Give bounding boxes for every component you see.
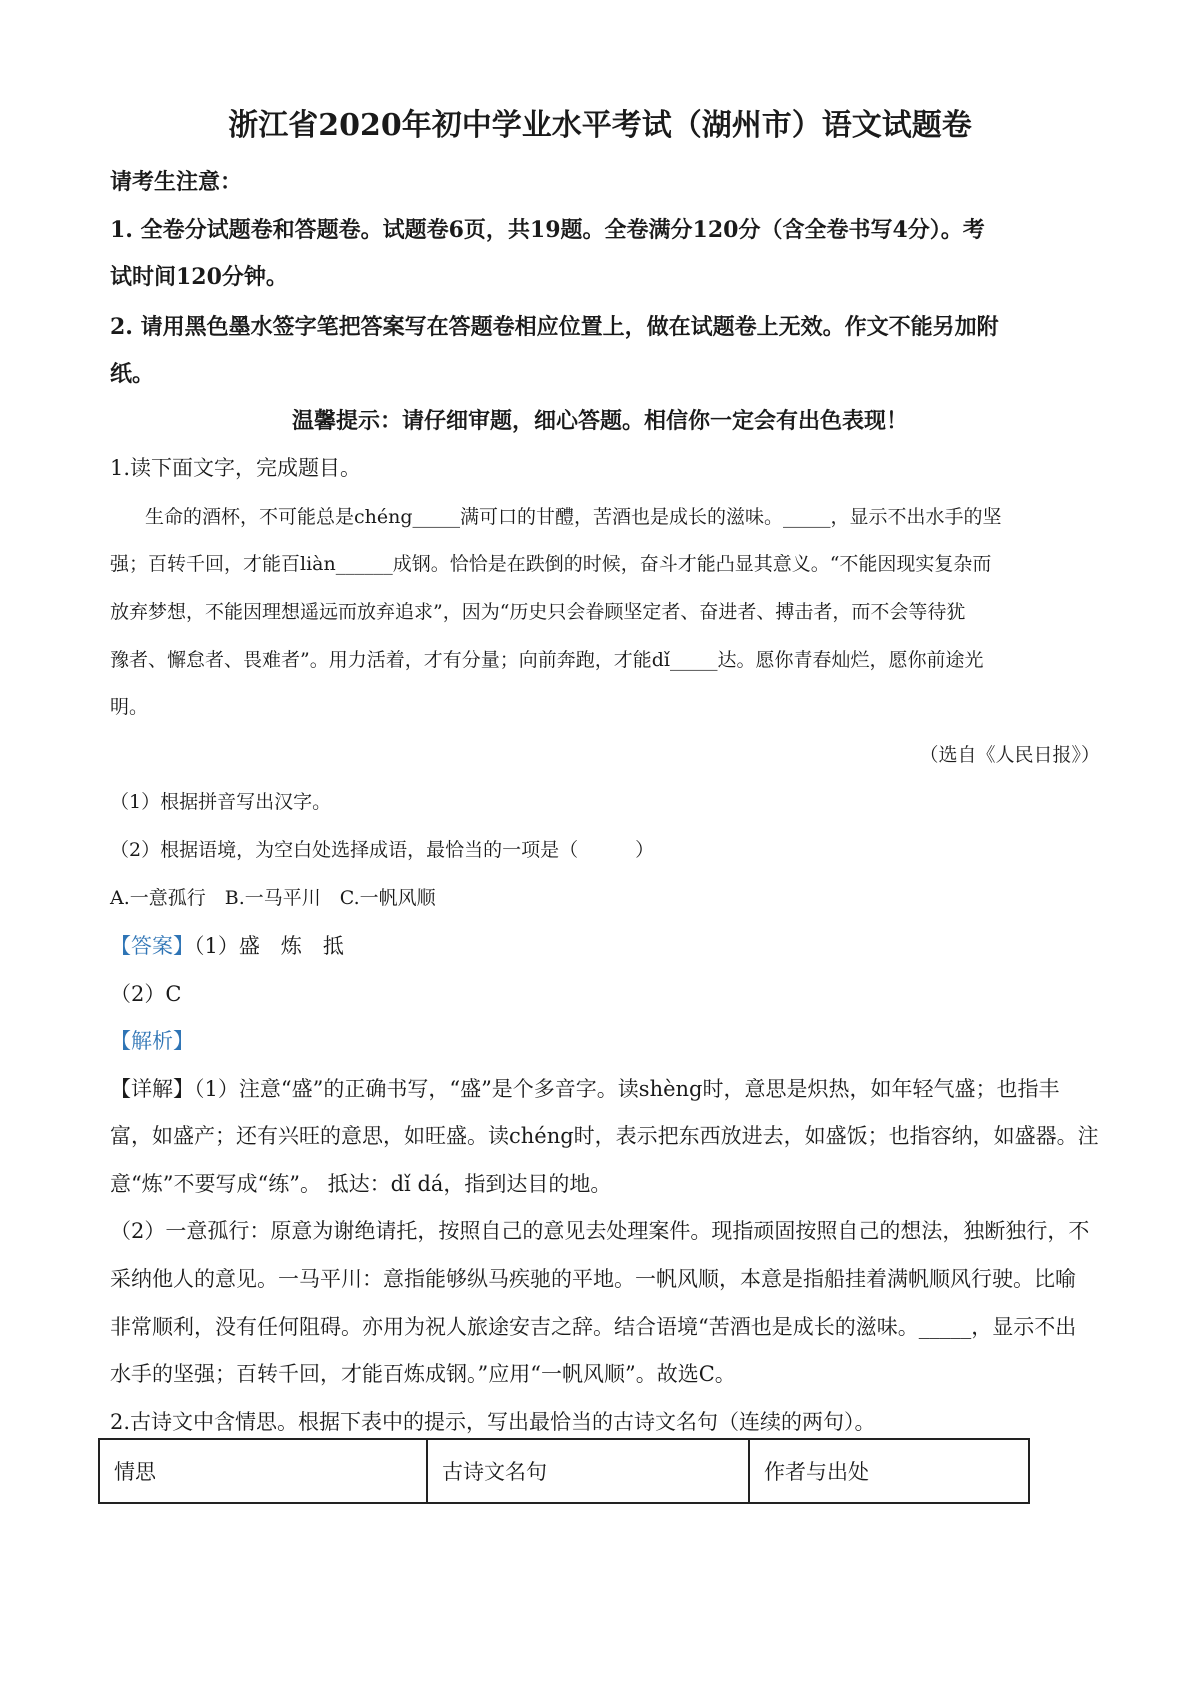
detail-line: 意“炼”不要写成“练”。 抵达：dǐ dá，指到达目的地。 [110, 1172, 612, 1196]
detail-line: 富，如盛产；还有兴旺的意思，如旺盛。读chéng时，表示把东西放进去，如盛饭；也指容纳，如盛器。注 [110, 1124, 1099, 1148]
notice-item-1: 1. 全卷分试题卷和答题卷。试题卷6页，共19题。全卷满分120分（含全卷书写4分）。考 [110, 217, 985, 243]
sub-question-1: （1）根据拼音写出汉字。 [110, 791, 332, 813]
question-1-stem: 1.读下面文字，完成题目。 [110, 456, 362, 480]
detail-line: （2）一意孤行：原意为谢绝请托，按照自己的意见去处理案件。现指顽固按照自己的想法，独断独行，不 [110, 1219, 1090, 1243]
detail-line: 【详解】（1）注意“盛”的正确书写，“盛”是个多音字。读shèng时，意思是炽热，如年轻气盛；也指丰 [110, 1077, 1060, 1101]
passage-line: 明。 [110, 696, 149, 718]
passage-line: 放弃梦想，不能因理想遥远而放弃追求”，因为“历史只会眷顾坚定者、奋进者、搏击者，而不会等待犹 [110, 601, 966, 623]
passage-line: 豫者、懈怠者、畏难者”。用力活着，才有分量；向前奔跑，才能dǐ_____达。愿你青春灿烂，愿你前途光 [110, 649, 984, 671]
passage-source: （选自《人民日报》） [919, 744, 1100, 766]
passage-line: 强；百转千回，才能百liàn______成钢。恰恰是在跌倒的时候，奋斗才能凸显其意义。“不能因现实复杂而 [110, 553, 992, 575]
question-2-stem: 2.古诗文中含情思。根据下表中的提示，写出最恰当的古诗文名句（连续的两句）。 [110, 1410, 876, 1434]
answer-line-2: （2）C [110, 982, 182, 1006]
detail-line: 水手的坚强；百转千回，才能百炼成钢。”应用“一帆风顺”。故选C。 [110, 1362, 736, 1386]
detail-line: 采纳他人的意见。一马平川：意指能够纵马疾驰的平地。一帆风顺，本意是指船挂着满帆顺风行驶。比喻 [110, 1267, 1076, 1291]
analysis-label: 【解析】 [110, 1029, 194, 1053]
poem-table [98, 1438, 1030, 1504]
notice-item-2-cont: 纸。 [110, 361, 155, 387]
exam-tip: 温馨提示：请仔细审题，细心答题。相信你一定会有出色表现！ [291, 408, 908, 434]
table-header-cell: 作者与出处 [749, 1439, 1029, 1503]
table-header-row [99, 1439, 1029, 1503]
notice-item-1-cont: 试时间120分钟。 [110, 264, 288, 290]
table-header-cell: 古诗文名句 [427, 1439, 749, 1503]
answer-line [110, 930, 1100, 960]
table-header-cell: 情思 [99, 1439, 427, 1503]
passage-line: 生命的酒杯，不可能总是chéng_____满可口的甘醴，苦酒也是成长的滋味。_____，显示不出水手的坚 [145, 506, 1002, 528]
answer-label: 【答案】 [110, 934, 194, 958]
notice-item-2: 2. 请用黑色墨水签字笔把答案写在答题卷相应位置上，做在试题卷上无效。作文不能另加附 [110, 314, 999, 340]
answer-text: （1）盛 炼 抵 [194, 934, 344, 958]
detail-line: 非常顺利，没有任何阻碍。亦用为祝人旅途安吉之辞。结合语境“苦酒也是成长的滋味。_____，显示不出 [110, 1315, 1077, 1339]
page-title: 浙江省2020年初中学业水平考试（湖州市）语文试题卷 [228, 108, 972, 143]
sub-question-2: （2）根据语境，为空白处选择成语，最恰当的一项是（ ） [110, 839, 655, 861]
notice-heading: 请考生注意： [110, 169, 243, 195]
answer-options: A.一意孤行 B.一马平川 C.一帆风顺 [110, 887, 436, 909]
